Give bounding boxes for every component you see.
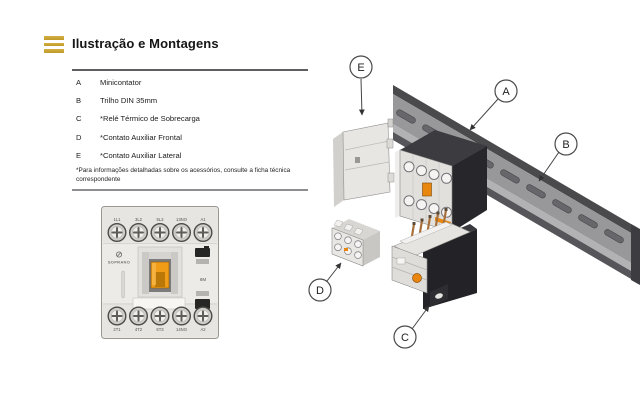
callout-c	[394, 306, 429, 348]
legend-row-d	[72, 128, 308, 146]
terminal-screws-top	[108, 224, 212, 242]
actuator-window	[138, 247, 182, 297]
legend-key: D	[76, 132, 82, 142]
terminal-label: A2	[200, 327, 206, 332]
test-slot	[122, 271, 125, 298]
terminal-label: A1	[200, 217, 206, 222]
legend-key: A	[76, 77, 82, 87]
frontal-aux-contact	[332, 219, 380, 266]
legend-label: Minicontator	[100, 77, 142, 87]
callout-e	[350, 56, 372, 115]
minicontactor	[395, 130, 487, 232]
legend-label: *Contato Auxiliar Frontal	[100, 132, 182, 142]
terminal-label: 1L1	[113, 217, 121, 222]
legend-row-a	[72, 73, 308, 91]
terminal-label: 5L3	[156, 217, 164, 222]
menu-icon[interactable]	[44, 36, 64, 53]
legend-row-e	[72, 147, 308, 165]
terminal-label: 13NO	[176, 217, 187, 222]
legend-footnote: *Para informações detalhadas sobre os acessórios, consulte a ficha técnica correspondente	[76, 166, 291, 183]
product-photo	[100, 205, 220, 340]
callout-letter: E	[357, 61, 365, 74]
callout-letter: C	[401, 331, 409, 344]
legend-row-c	[72, 110, 308, 128]
frame-code: 6M	[199, 277, 207, 282]
legend-key: C	[76, 114, 82, 124]
brand-text: SOPRANO	[107, 259, 131, 265]
terminal-screws-bottom	[108, 307, 212, 325]
callout-d	[309, 263, 341, 301]
terminal-label: 3L2	[135, 217, 142, 222]
terminal-label: 4T2	[134, 327, 143, 332]
legend-label: Trilho DIN 35mm	[100, 96, 158, 106]
terminal-label: 2T1	[113, 327, 121, 332]
callout-letter: D	[316, 284, 324, 297]
legend-key: B	[76, 96, 82, 106]
legend-label: *Relé Térmico de Sobrecarga	[100, 114, 200, 124]
legend-row-b	[72, 91, 308, 109]
terminal-label: 6T3	[156, 327, 164, 332]
exploded-diagram	[300, 45, 640, 365]
parts-legend	[72, 69, 308, 191]
legend-label: *Contato Auxiliar Lateral	[100, 151, 182, 161]
terminal-label: 14NO	[176, 327, 187, 332]
callout-letter: A	[502, 85, 510, 98]
callout-letter: B	[562, 138, 570, 151]
page-title: Ilustração e Montagens	[72, 36, 219, 51]
lateral-aux-contact	[333, 119, 394, 207]
legend-key: E	[76, 151, 82, 161]
callout-a	[470, 80, 517, 130]
